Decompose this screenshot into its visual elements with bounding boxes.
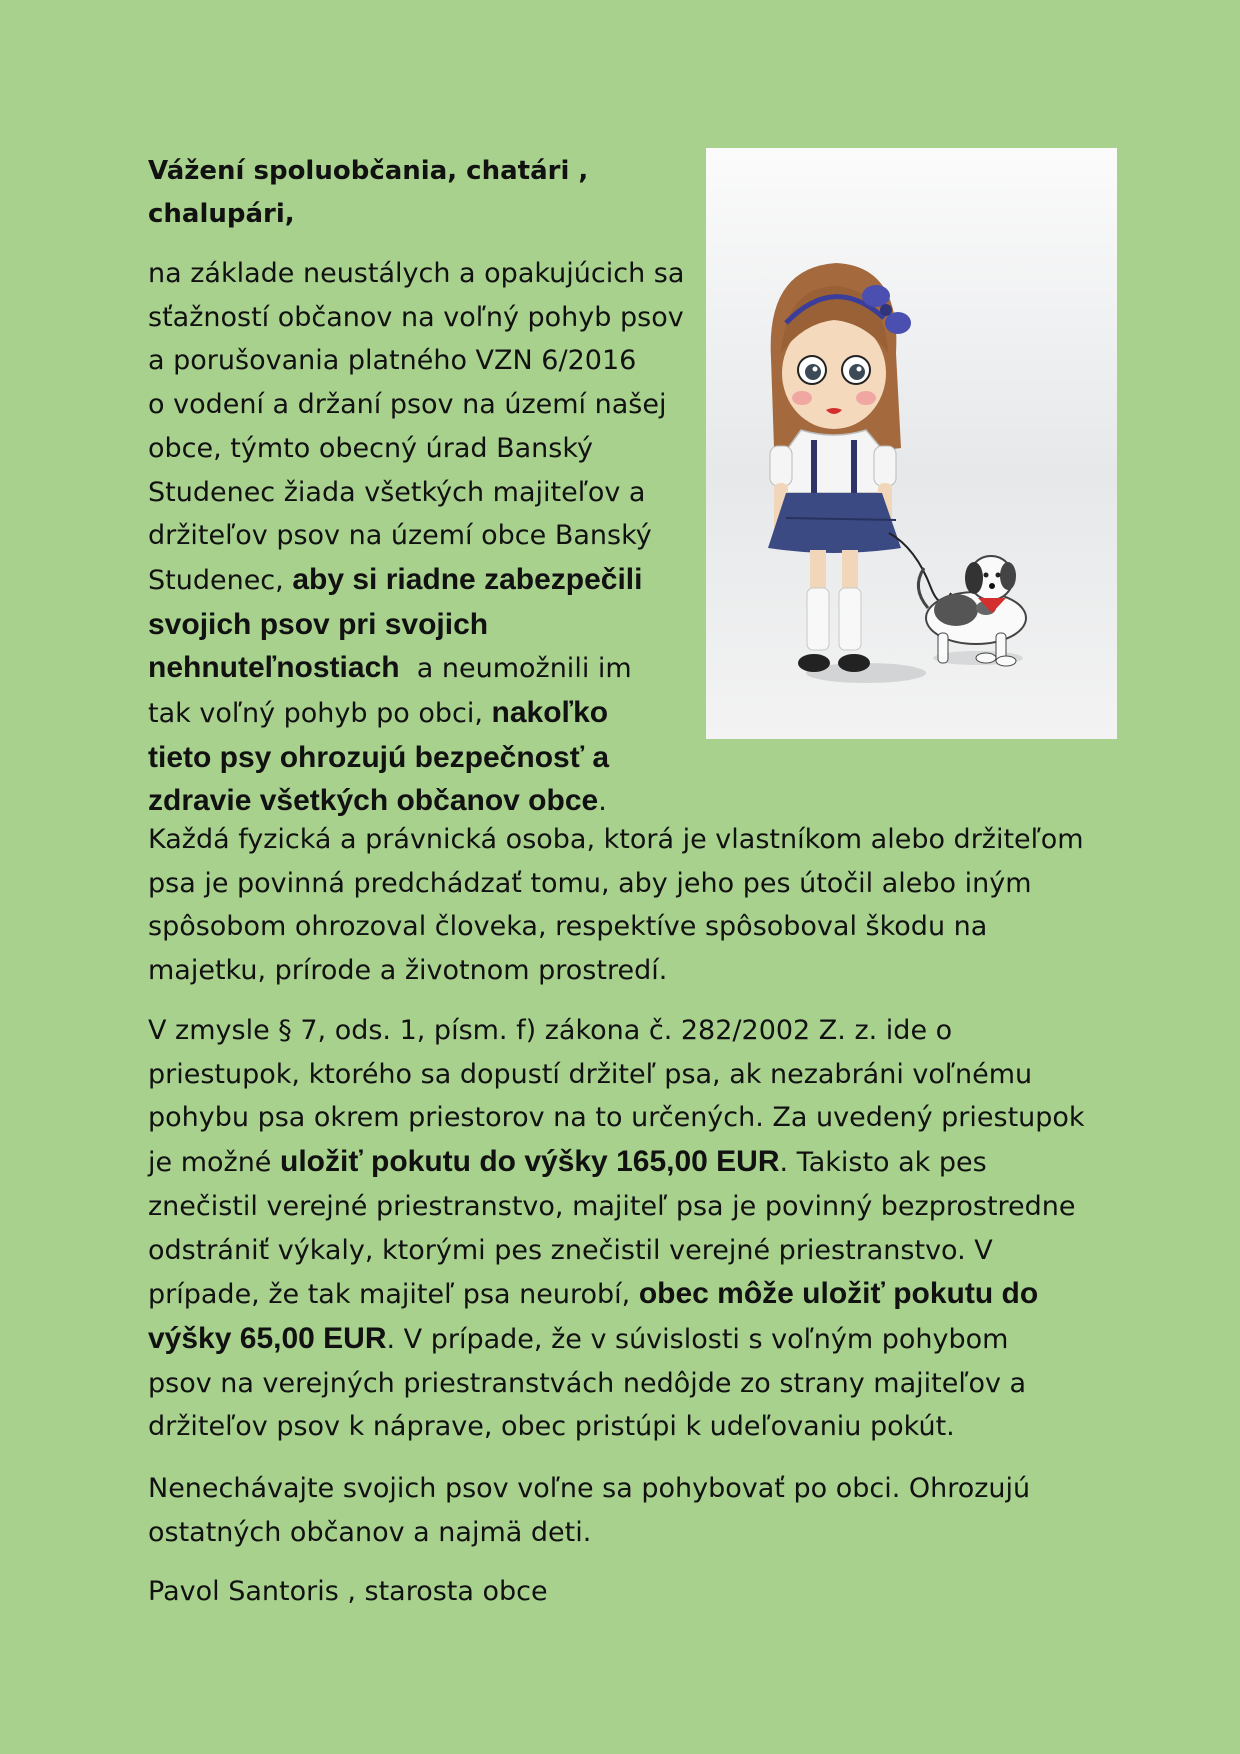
warning-paragraph <box>148 1467 1108 1554</box>
signature-text: Pavol Santoris , starosta obce <box>148 1576 548 1607</box>
text-line: o vodení a držaní psov na území našej <box>148 389 667 421</box>
text-line: psov na verejných priestranstvách nedôjde zo strany majiteľov a <box>148 1367 1027 1399</box>
text-line: zdravie všetkých občanov obce. <box>148 784 607 818</box>
text-line: znečistil verejné priestranstvo, majiteľ psa je povinný bezprostredne <box>148 1190 1076 1222</box>
text-line: ostatných občanov a najmä deti. <box>148 1516 592 1548</box>
text-line: psa je povinná predchádzať tomu, aby jeho pes útočil alebo iným <box>148 867 1032 899</box>
text-line: a porušovania platného VZN 6/2016 <box>148 345 637 377</box>
highlight-text: zdravie všetkých občanov obce <box>148 784 599 818</box>
fine-165-text: uložiť pokutu do výšky 165,00 EUR <box>280 1145 780 1179</box>
text-line: Studenec, aby si riadne zabezpečili <box>148 562 643 596</box>
highlight-text: aby si riadne zabezpečili <box>292 562 643 596</box>
text-line: Nenechávajte svojich psov voľne sa pohybovať po obci. Ohrozujú <box>148 1473 1031 1504</box>
highlight-line: svojich psov pri svojich <box>148 607 489 641</box>
highlight-line: tieto psy ohrozujú bezpečnosť a <box>148 740 610 774</box>
text-line: sťažností občanov na voľný pohyb psov <box>148 301 684 333</box>
text-line: prípade, že tak majiteľ psa neurobí, obec môže uložiť pokutu do <box>148 1277 1039 1311</box>
text-line: pohybu psa okrem priestorov na to určených. Za uvedený priestupok <box>148 1102 1085 1134</box>
penalty-paragraph <box>148 1009 1108 1449</box>
text-line: Každá fyzická a právnická osoba, ktorá je vlastníkom alebo držiteľom <box>148 824 1084 855</box>
salutation-line-1: Vážení spoluobčania, chatári , <box>148 156 589 186</box>
text-line: obce, týmto obecný úrad Banský <box>148 432 593 464</box>
girl-with-dog-illustration <box>706 148 1117 739</box>
highlight-text: nakoľko <box>491 696 609 730</box>
text-line: Studenec žiada všetkých majiteľov a <box>148 476 646 508</box>
text-line: držiteľov psov na území obce Banský <box>148 520 652 552</box>
text-line: V zmysle § 7, ods. 1, písm. f) zákona č. 282/2002 Z. z. ide o <box>148 1015 953 1046</box>
text-line: je možné uložiť pokutu do výšky 165,00 EUR. Takisto ak pes <box>148 1145 987 1179</box>
text-line: majetku, prírode a životnom prostredí. <box>148 955 668 987</box>
highlight-text: obec môže uložiť pokutu do <box>638 1277 1039 1311</box>
text-line: výšky 65,00 EUR. V prípade, že v súvislosti s voľným pohybom <box>148 1321 1009 1355</box>
text-line: spôsobom ohrozoval človeka, respektíve spôsoboval škodu na <box>148 911 988 943</box>
intro-paragraph <box>148 252 688 824</box>
text-line: na základe neustálych a opakujúcich sa <box>148 258 685 289</box>
text-line: držiteľov psov k náprave, obec pristúpi k udeľovaniu pokút. <box>148 1411 955 1443</box>
signature <box>148 1570 1108 1614</box>
highlight-text: nehnuteľnostiach <box>148 651 400 685</box>
salutation-line-2: chalupári, <box>148 199 295 229</box>
text-line: nehnuteľnostiach a neumožnili im <box>148 651 632 685</box>
salutation <box>148 150 688 236</box>
text-line: odstrániť výkaly, ktorými pes znečistil verejné priestranstvo. V <box>148 1234 993 1266</box>
obligation-paragraph <box>148 818 1108 993</box>
text-line: priestupok, ktorého sa dopustí držiteľ psa, ak nezabráni voľnému <box>148 1058 1033 1090</box>
text-line: tak voľný pohyb po obci, nakoľko <box>148 696 609 730</box>
fine-65-text: výšky 65,00 EUR <box>148 1321 387 1355</box>
